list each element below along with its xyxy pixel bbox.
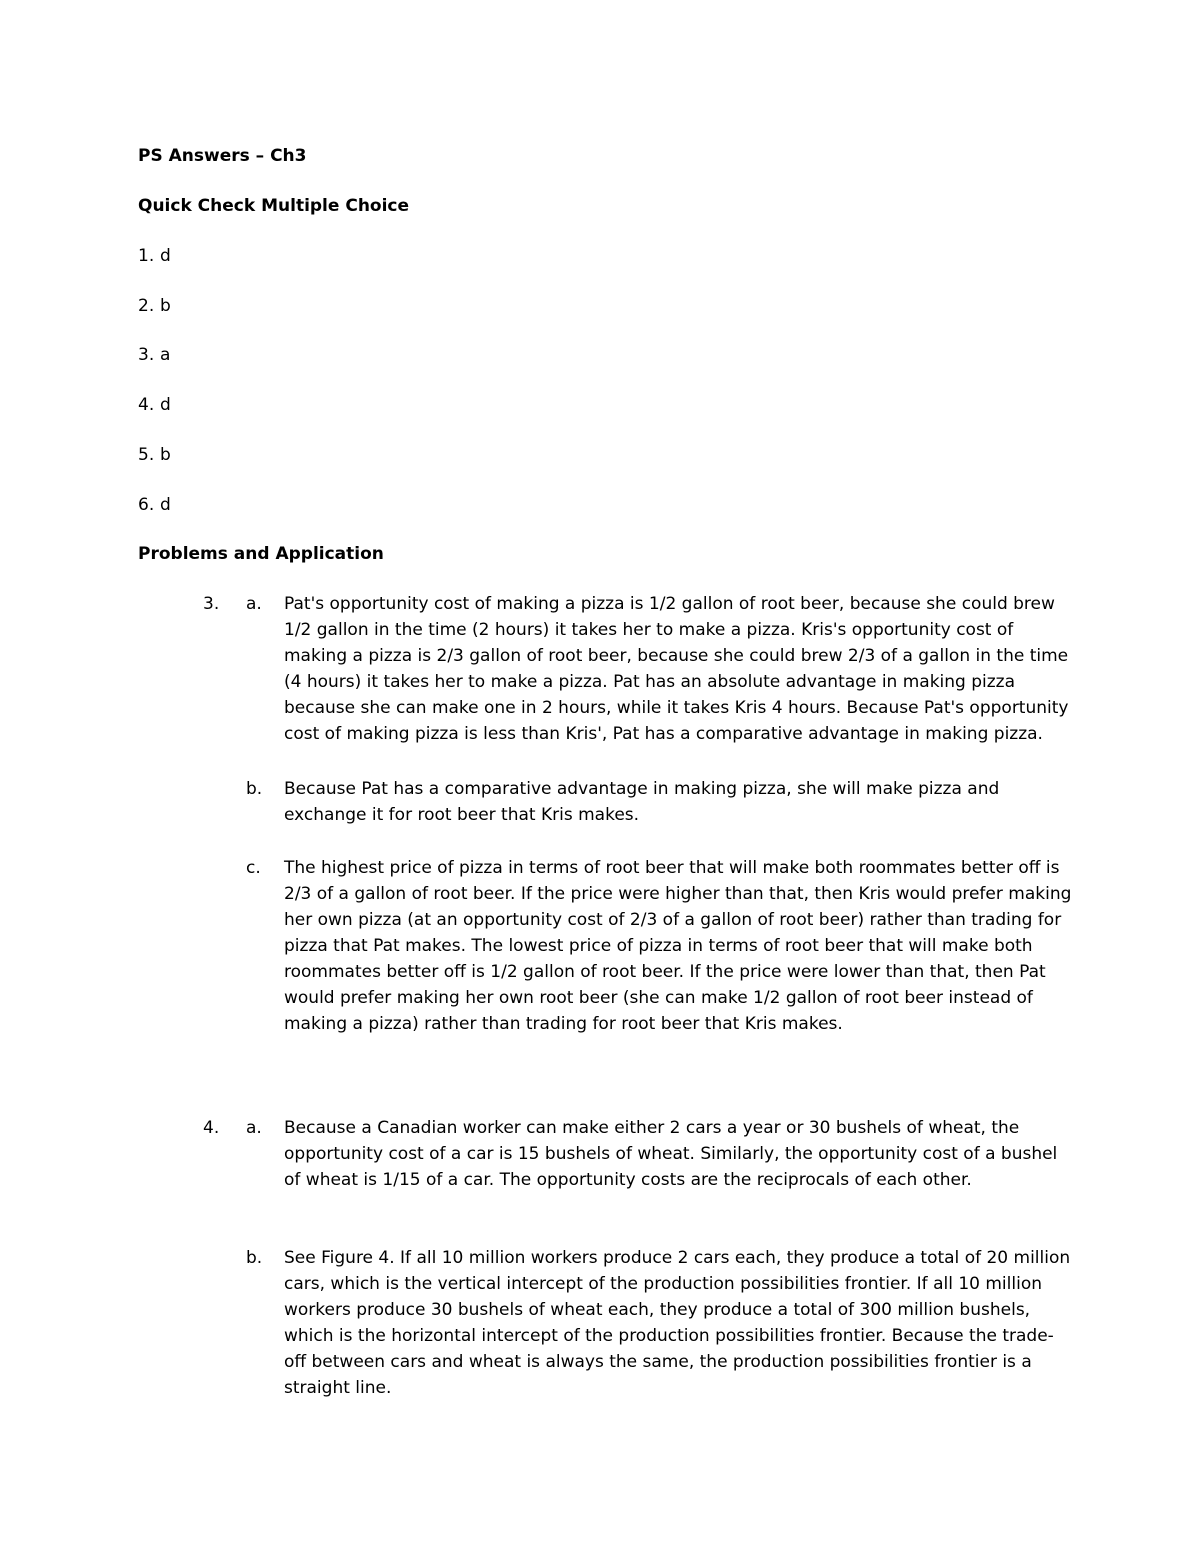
mc-answer-number: 4. <box>138 395 155 415</box>
document-title: PS Answers – Ch3 <box>138 146 307 166</box>
problem-3-part-c <box>246 855 1072 1037</box>
part-letter: a. <box>246 1118 262 1138</box>
mc-answer-letter: d <box>160 246 171 266</box>
mc-answer-letter: d <box>160 395 171 415</box>
section-heading-multiple-choice: Quick Check Multiple Choice <box>138 196 410 216</box>
part-text: The highest price of pizza in terms of root beer that will make both roommates better off is 2/3 of a gallon of root beer. If the price were higher than that, then Kris would prefer making her own pizza (at an opportunity cost of 2/3 of a gallon of root beer) rather than trading for pizza that Pat makes. The lowest price of pizza in terms of root beer that will make both roommates better off is 1/2 gallon of root beer. If the price were lower than that, then Pat would prefer making her own root beer (she can make 1/2 gallon of root beer instead of making a pizza) rather than trading for root beer that Kris makes. <box>284 858 1072 1034</box>
mc-answer-number: 3. <box>138 345 155 365</box>
part-text: See Figure 4. If all 10 million workers produce 2 cars each, they produce a total of 20 million cars, which is the vertical intercept of the production possibilities frontier. If all 10 million workers produce 30 bushels of wheat each, they produce a total of 300 million bushels, which is the horizontal intercept of the production possibilities frontier. Because the trade-off between cars and wheat is always the same, the production possibilities frontier is a straight line. <box>284 1248 1071 1398</box>
mc-answer-letter: b <box>160 445 171 465</box>
mc-answer-3 <box>138 342 170 368</box>
part-text: Because Pat has a comparative advantage in making pizza, she will make pizza and exchange it for root beer that Kris makes. <box>284 779 1000 825</box>
mc-answer-2 <box>138 293 171 319</box>
mc-answer-letter: b <box>160 296 171 316</box>
mc-answer-1 <box>138 243 171 269</box>
problem-3-part-a <box>246 591 1069 747</box>
problem-3-part-b <box>246 776 1066 828</box>
part-letter: a. <box>246 594 262 614</box>
part-text: Pat's opportunity cost of making a pizza is 1/2 gallon of root beer, because she could brew 1/2 gallon in the time (2 hours) it takes her to make a pizza. Kris's opportunity cost of making a pizza is 2/3 gallon of root beer, because she could brew 2/3 of a gallon in the time (4 hours) it takes her to make a pizza. Pat has an absolute advantage in making pizza because she can make one in 2 hours, while it takes Kris 4 hours. Because Pat's opportunity cost of making pizza is less than Kris', Pat has a comparative advantage in making pizza. <box>284 594 1069 744</box>
mc-answer-number: 1. <box>138 246 155 266</box>
mc-answer-number: 2. <box>138 296 155 316</box>
mc-answer-5 <box>138 442 171 468</box>
section-heading-problems: Problems and Application <box>138 544 384 564</box>
part-letter: c. <box>246 858 261 878</box>
mc-answer-letter: d <box>160 495 171 515</box>
part-text: Because a Canadian worker can make either 2 cars a year or 30 bushels of wheat, the opportunity cost of a car is 15 bushels of wheat. Similarly, the opportunity cost of a bushel of wheat is 1/15 of a car. The opportunity costs are the reciprocals of each other. <box>284 1118 1058 1190</box>
mc-answer-6 <box>138 492 171 518</box>
problem-4-part-b <box>246 1245 1071 1401</box>
mc-answer-letter: a <box>160 345 171 365</box>
mc-answer-number: 6. <box>138 495 155 515</box>
part-letter: b. <box>246 779 263 799</box>
part-letter: b. <box>246 1248 263 1268</box>
mc-answer-4 <box>138 392 171 418</box>
problem-4-part-a <box>246 1115 1066 1193</box>
mc-answer-number: 5. <box>138 445 155 465</box>
problem-number: 3. <box>203 594 220 614</box>
problem-number: 4. <box>203 1118 220 1138</box>
